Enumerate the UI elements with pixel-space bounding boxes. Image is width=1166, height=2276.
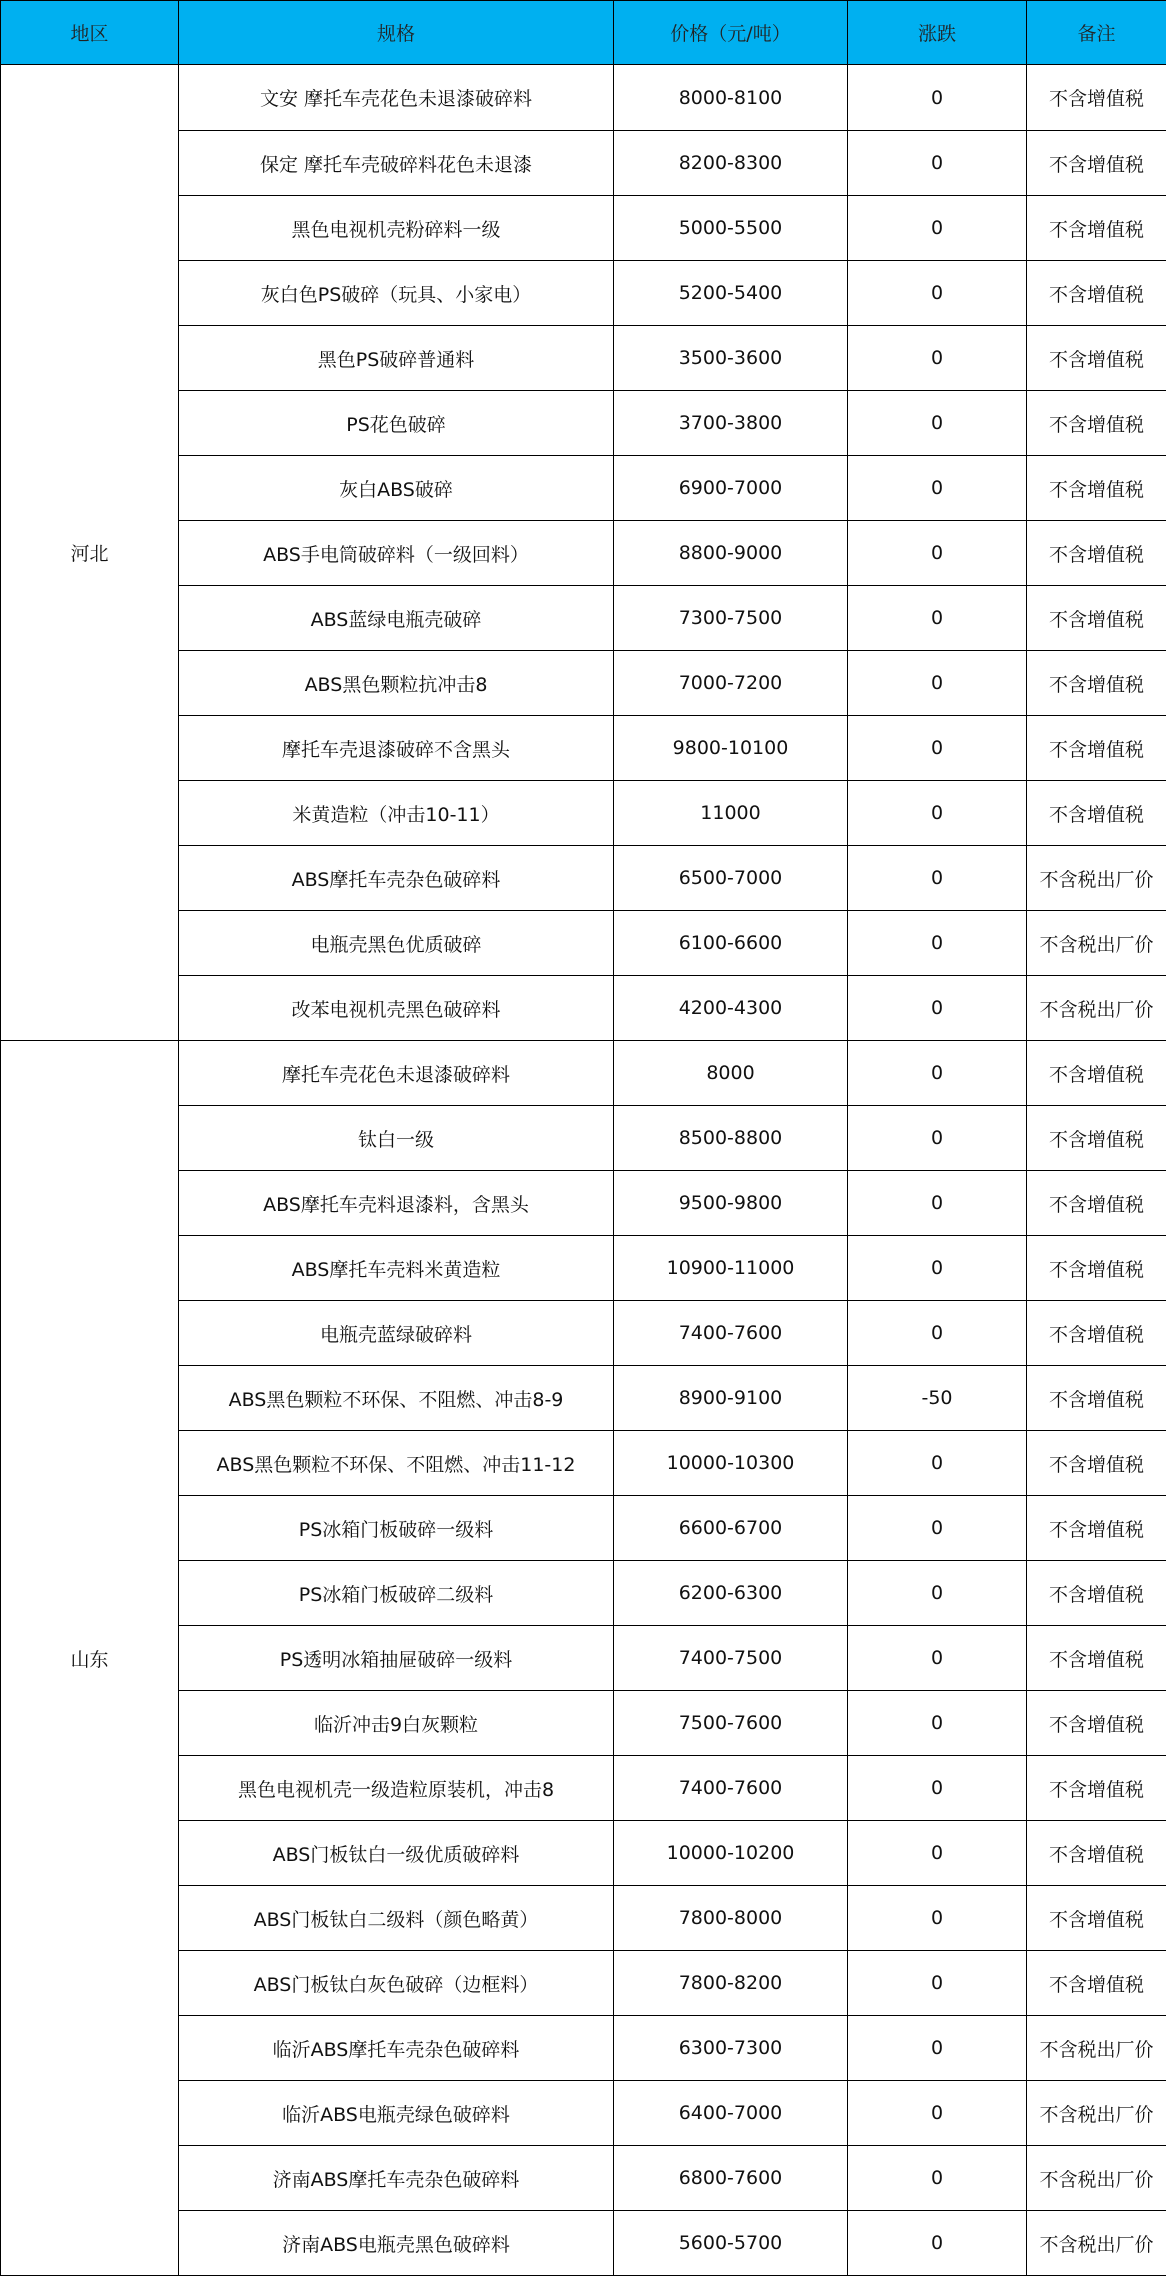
note-cell: 不含增值税 — [1027, 261, 1166, 326]
price-cell: 11000 — [614, 781, 848, 846]
price-cell: 9800-10100 — [614, 716, 848, 781]
note-cell: 不含增值税 — [1027, 1496, 1166, 1561]
price-cell: 7500-7600 — [614, 1691, 848, 1756]
change-cell: 0 — [848, 391, 1027, 456]
note-cell: 不含增值税 — [1027, 1561, 1166, 1626]
price-cell: 8900-9100 — [614, 1366, 848, 1431]
spec-cell: PS冰箱门板破碎一级料 — [179, 1496, 614, 1561]
spec-cell: 摩托车壳退漆破碎不含黑头 — [179, 716, 614, 781]
change-cell: 0 — [848, 456, 1027, 521]
price-cell: 9500-9800 — [614, 1171, 848, 1236]
note-cell: 不含增值税 — [1027, 1106, 1166, 1171]
price-cell: 7000-7200 — [614, 651, 848, 716]
spec-cell: 电瓶壳黑色优质破碎 — [179, 911, 614, 976]
note-cell: 不含增值税 — [1027, 651, 1166, 716]
price-cell: 8200-8300 — [614, 131, 848, 196]
change-cell: 0 — [848, 2016, 1027, 2081]
note-cell: 不含增值税 — [1027, 716, 1166, 781]
change-cell: 0 — [848, 1691, 1027, 1756]
note-cell: 不含增值税 — [1027, 391, 1166, 456]
note-cell: 不含税出厂价 — [1027, 2081, 1166, 2146]
spec-cell: ABS门板钛白二级料（颜色略黄） — [179, 1886, 614, 1951]
header-price: 价格（元/吨） — [614, 1, 848, 65]
note-cell: 不含增值税 — [1027, 1041, 1166, 1106]
price-cell: 8000 — [614, 1041, 848, 1106]
spec-cell: 灰白色PS破碎（玩具、小家电） — [179, 261, 614, 326]
price-cell: 6800-7600 — [614, 2146, 848, 2211]
price-cell: 6600-6700 — [614, 1496, 848, 1561]
spec-cell: PS花色破碎 — [179, 391, 614, 456]
table-body — [1, 65, 1166, 2276]
change-cell: 0 — [848, 846, 1027, 911]
spec-cell: 临沂ABS电瓶壳绿色破碎料 — [179, 2081, 614, 2146]
note-cell: 不含增值税 — [1027, 456, 1166, 521]
note-cell: 不含增值税 — [1027, 586, 1166, 651]
spec-cell: 济南ABS电瓶壳黑色破碎料 — [179, 2211, 614, 2276]
spec-cell: 临沂ABS摩托车壳杂色破碎料 — [179, 2016, 614, 2081]
table-row — [1, 1041, 1166, 1106]
note-cell: 不含税出厂价 — [1027, 2016, 1166, 2081]
change-cell: 0 — [848, 716, 1027, 781]
header-note: 备注 — [1027, 1, 1166, 65]
spec-cell: PS冰箱门板破碎二级料 — [179, 1561, 614, 1626]
change-cell: 0 — [848, 1106, 1027, 1171]
change-cell: 0 — [848, 1756, 1027, 1821]
note-cell: 不含增值税 — [1027, 65, 1166, 131]
spec-cell: ABS摩托车壳杂色破碎料 — [179, 846, 614, 911]
header-row — [1, 1, 1166, 65]
note-cell: 不含增值税 — [1027, 196, 1166, 261]
spec-cell: 摩托车壳花色未退漆破碎料 — [179, 1041, 614, 1106]
change-cell: 0 — [848, 1041, 1027, 1106]
change-cell: 0 — [848, 326, 1027, 391]
note-cell: 不含税出厂价 — [1027, 2146, 1166, 2211]
note-cell: 不含增值税 — [1027, 521, 1166, 586]
note-cell: 不含增值税 — [1027, 1626, 1166, 1691]
price-cell: 6500-7000 — [614, 846, 848, 911]
spec-cell: ABS摩托车壳料退漆料，含黑头 — [179, 1171, 614, 1236]
price-cell: 3500-3600 — [614, 326, 848, 391]
note-cell: 不含税出厂价 — [1027, 2211, 1166, 2276]
change-cell: 0 — [848, 1236, 1027, 1301]
price-cell: 10900-11000 — [614, 1236, 848, 1301]
change-cell: -50 — [848, 1366, 1027, 1431]
note-cell: 不含增值税 — [1027, 1886, 1166, 1951]
change-cell: 0 — [848, 911, 1027, 976]
note-cell: 不含增值税 — [1027, 1236, 1166, 1301]
price-cell: 7400-7600 — [614, 1301, 848, 1366]
spec-cell: 济南ABS摩托车壳杂色破碎料 — [179, 2146, 614, 2211]
change-cell: 0 — [848, 1561, 1027, 1626]
change-cell: 0 — [848, 2146, 1027, 2211]
note-cell: 不含增值税 — [1027, 1301, 1166, 1366]
price-cell: 8800-9000 — [614, 521, 848, 586]
price-cell: 5200-5400 — [614, 261, 848, 326]
price-cell: 6400-7000 — [614, 2081, 848, 2146]
price-cell: 8500-8800 — [614, 1106, 848, 1171]
change-cell: 0 — [848, 1496, 1027, 1561]
spec-cell: ABS摩托车壳料米黄造粒 — [179, 1236, 614, 1301]
change-cell: 0 — [848, 2081, 1027, 2146]
region-cell: 山东 — [1, 1041, 179, 2276]
note-cell: 不含增值税 — [1027, 1951, 1166, 2016]
price-cell: 5000-5500 — [614, 196, 848, 261]
note-cell: 不含增值税 — [1027, 1366, 1166, 1431]
spec-cell: PS透明冰箱抽屉破碎一级料 — [179, 1626, 614, 1691]
note-cell: 不含增值税 — [1027, 1691, 1166, 1756]
spec-cell: 米黄造粒（冲击10-11） — [179, 781, 614, 846]
change-cell: 0 — [848, 1171, 1027, 1236]
spec-cell: 电瓶壳蓝绿破碎料 — [179, 1301, 614, 1366]
price-cell: 6100-6600 — [614, 911, 848, 976]
price-cell: 6200-6300 — [614, 1561, 848, 1626]
change-cell: 0 — [848, 781, 1027, 846]
header-spec: 规格 — [179, 1, 614, 65]
price-cell: 7300-7500 — [614, 586, 848, 651]
spec-cell: 文安 摩托车壳花色未退漆破碎料 — [179, 65, 614, 131]
change-cell: 0 — [848, 196, 1027, 261]
header-change: 涨跌 — [848, 1, 1027, 65]
spec-cell: 黑色电视机壳粉碎料一级 — [179, 196, 614, 261]
change-cell: 0 — [848, 261, 1027, 326]
spec-cell: ABS黑色颗粒不环保、不阻燃、冲击11-12 — [179, 1431, 614, 1496]
spec-cell: ABS门板钛白一级优质破碎料 — [179, 1821, 614, 1886]
note-cell: 不含税出厂价 — [1027, 911, 1166, 976]
price-cell: 7800-8000 — [614, 1886, 848, 1951]
price-cell: 10000-10200 — [614, 1821, 848, 1886]
table-row — [1, 65, 1166, 131]
spec-cell: 黑色电视机壳一级造粒原装机，冲击8 — [179, 1756, 614, 1821]
spec-cell: 保定 摩托车壳破碎料花色未退漆 — [179, 131, 614, 196]
change-cell: 0 — [848, 651, 1027, 716]
spec-cell: ABS手电筒破碎料（一级回料） — [179, 521, 614, 586]
note-cell: 不含增值税 — [1027, 781, 1166, 846]
change-cell: 0 — [848, 1951, 1027, 2016]
price-cell: 5600-5700 — [614, 2211, 848, 2276]
spec-cell: ABS蓝绿电瓶壳破碎 — [179, 586, 614, 651]
price-cell: 6900-7000 — [614, 456, 848, 521]
region-cell: 河北 — [1, 65, 179, 1041]
change-cell: 0 — [848, 1886, 1027, 1951]
change-cell: 0 — [848, 131, 1027, 196]
price-cell: 10000-10300 — [614, 1431, 848, 1496]
price-cell: 3700-3800 — [614, 391, 848, 456]
price-cell: 7400-7500 — [614, 1626, 848, 1691]
note-cell: 不含增值税 — [1027, 1431, 1166, 1496]
header-region: 地区 — [1, 1, 179, 65]
spec-cell: 黑色PS破碎普通料 — [179, 326, 614, 391]
spec-cell: 临沂冲击9白灰颗粒 — [179, 1691, 614, 1756]
note-cell: 不含增值税 — [1027, 1171, 1166, 1236]
note-cell: 不含增值税 — [1027, 131, 1166, 196]
note-cell: 不含税出厂价 — [1027, 846, 1166, 911]
price-cell: 7400-7600 — [614, 1756, 848, 1821]
change-cell: 0 — [848, 521, 1027, 586]
price-cell: 6300-7300 — [614, 2016, 848, 2081]
note-cell: 不含增值税 — [1027, 326, 1166, 391]
spec-cell: 灰白ABS破碎 — [179, 456, 614, 521]
change-cell: 0 — [848, 976, 1027, 1041]
note-cell: 不含税出厂价 — [1027, 976, 1166, 1041]
note-cell: 不含增值税 — [1027, 1756, 1166, 1821]
spec-cell: 改苯电视机壳黑色破碎料 — [179, 976, 614, 1041]
note-cell: 不含增值税 — [1027, 1821, 1166, 1886]
change-cell: 0 — [848, 1301, 1027, 1366]
price-cell: 4200-4300 — [614, 976, 848, 1041]
change-cell: 0 — [848, 65, 1027, 131]
spec-cell: ABS黑色颗粒不环保、不阻燃、冲击8-9 — [179, 1366, 614, 1431]
change-cell: 0 — [848, 1626, 1027, 1691]
price-cell: 7800-8200 — [614, 1951, 848, 2016]
spec-cell: 钛白一级 — [179, 1106, 614, 1171]
spec-cell: ABS门板钛白灰色破碎（边框料） — [179, 1951, 614, 2016]
change-cell: 0 — [848, 586, 1027, 651]
price-cell: 8000-8100 — [614, 65, 848, 131]
change-cell: 0 — [848, 1431, 1027, 1496]
change-cell: 0 — [848, 2211, 1027, 2276]
change-cell: 0 — [848, 1821, 1027, 1886]
spec-cell: ABS黑色颗粒抗冲击8 — [179, 651, 614, 716]
